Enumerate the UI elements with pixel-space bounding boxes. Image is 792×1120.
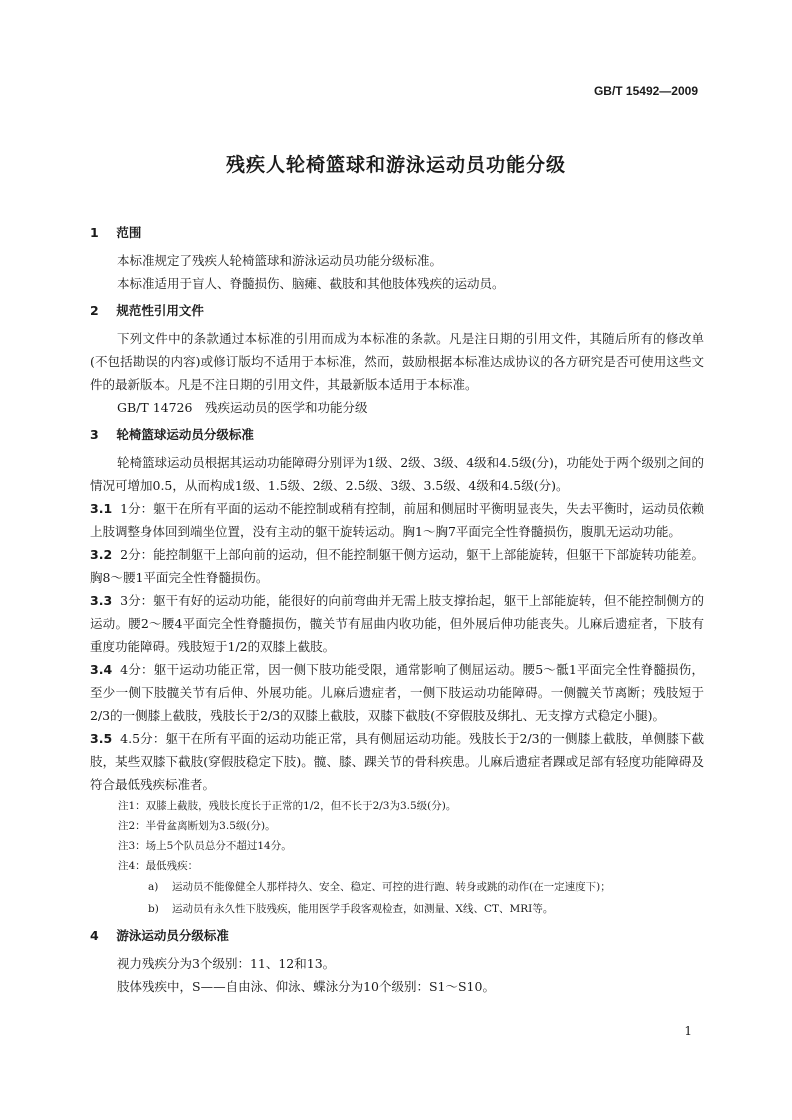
standard-code: GB/T 15492—2009 xyxy=(593,84,698,98)
document-title: 残疾人轮椅篮球和游泳运动员功能分级 xyxy=(225,154,566,176)
note-4: 注4：最低残疾： xyxy=(118,860,199,872)
clause-text: 1分：躯干在所有平面的运动不能控制或稍有控制，前屈和侧屈时平衡明显丧失，失去平衡时，运动员依赖上肢调整身体回到端坐位置，没有主动的躯干旋转运动。胸1～胸7平面完全性脊髓损伤，腹肌无运动功能。 xyxy=(90,501,704,539)
clause-3-4 xyxy=(90,658,704,727)
item-text: 运动员不能像健全人那样持久、安全、稳定、可控的进行跑、转身或跳的动作(在一定速度下)； xyxy=(172,881,611,893)
section-2-heading xyxy=(90,301,704,319)
section-title: 轮椅篮球运动员分级标准 xyxy=(116,427,254,442)
section-title: 游泳运动员分级标准 xyxy=(116,928,229,943)
clause-text: 2分：能控制躯干上部向前的运动，但不能控制躯干侧方运动，躯干上部能旋转，但躯干下部旋转功能差。胸8～腰1平面完全性脊髓损伤。 xyxy=(90,547,704,585)
section-3-heading xyxy=(90,425,704,443)
note-4-item-b xyxy=(148,898,704,920)
paragraph: 本标准适用于盲人、脊髓损伤、脑瘫、截肢和其他肢体残疾的运动员。 xyxy=(117,276,505,291)
clause-3-3 xyxy=(90,589,704,658)
normative-reference: GB/T 14726 残疾运动员的医学和功能分级 xyxy=(117,400,368,415)
section-title: 规范性引用文件 xyxy=(116,303,204,318)
section-4-heading xyxy=(90,926,704,944)
section-number: 4 xyxy=(90,928,99,943)
section-title: 范围 xyxy=(116,225,142,240)
note-2: 注2：半骨盆离断划为3.5级(分)。 xyxy=(118,820,276,832)
paragraph: 本标准规定了残疾人轮椅篮球和游泳运动员功能分级标准。 xyxy=(117,253,443,268)
note-4-item-a xyxy=(148,876,704,898)
clause-number: 3.1 xyxy=(90,501,113,516)
clause-3-5 xyxy=(90,727,704,796)
clause-text: 4分：躯干运动功能正常，因一侧下肢功能受限，通常影响了侧屈运动。腰5～骶1平面完全性脊髓损伤，至少一侧下肢髋关节有后伸、外展功能。儿麻后遗症者，一侧下肢运动功能障碍。一侧髋关节离断；残肢短于2/3的一侧膝上截肢，残肢长于2/3的双膝上截肢，双膝下截肢(不穿假肢及绑扎、无支撑方式稳定小腿)。 xyxy=(90,662,704,723)
section-number: 3 xyxy=(90,427,99,442)
paragraph: 视力残疾分为3个级别：11、12和13。 xyxy=(117,956,336,971)
document-body xyxy=(90,215,704,998)
clause-3-1 xyxy=(90,497,704,543)
paragraph: 轮椅篮球运动员根据其运动功能障碍分别评为1级、2级、3级、4级和4.5级(分)，功能处于两个级别之间的情况可增加0.5，从而构成1级、1.5级、2级、2.5级、3级、3.5级、4级和4.5级(分)。 xyxy=(90,455,704,493)
paragraph: 肢体残疾中，S——自由泳、仰泳、蝶泳分为10个级别：S1～S10。 xyxy=(117,979,495,994)
paragraph: 下列文件中的条款通过本标准的引用而成为本标准的条款。凡是注日期的引用文件，其随后所有的修改单(不包括勘误的内容)或修订版均不适用于本标准，然而，鼓励根据本标准达成协议的各方研究是否可使用这些文件的最新版本。凡是不注日期的引用文件，其最新版本适用于本标准。 xyxy=(90,331,704,392)
item-marker: a) xyxy=(148,881,159,893)
item-text: 运动员有永久性下肢残疾，能用医学手段客观检查，如测量、X线、CT、MRI等。 xyxy=(172,903,554,915)
section-number: 1 xyxy=(90,225,99,240)
clause-number: 3.3 xyxy=(90,593,113,608)
note-1: 注1：双膝上截肢，残肢长度长于正常的1/2，但不长于2/3为3.5级(分)。 xyxy=(118,800,457,812)
section-number: 2 xyxy=(90,303,99,318)
clause-text: 4.5分：躯干在所有平面的运动功能正常，具有侧屈运动功能。残肢长于2/3的一侧膝上截肢，单侧膝下截肢，某些双膝下截肢(穿假肢稳定下肢)。髋、膝、踝关节的骨科疾患。儿麻后遗症者踝或足部有轻度功能障碍及符合最低残疾标准者。 xyxy=(90,731,704,792)
clause-number: 3.5 xyxy=(90,731,113,746)
clause-3-2 xyxy=(90,543,704,589)
page-number: 1 xyxy=(684,1024,692,1038)
clause-text: 3分：躯干有好的运动功能，能很好的向前弯曲并无需上肢支撑抬起，躯干上部能旋转，但不能控制侧方的运动。腰2～腰4平面完全性脊髓损伤，髋关节有屈曲内收功能，但外展后伸功能丧失。儿麻后遗症者，下肢有重度功能障碍。残肢短于1/2的双膝上截肢。 xyxy=(90,593,704,654)
clause-number: 3.4 xyxy=(90,662,113,677)
item-marker: b) xyxy=(148,903,159,915)
note-3: 注3：场上5个队员总分不超过14分。 xyxy=(118,840,292,852)
clause-number: 3.2 xyxy=(90,547,113,562)
section-1-heading xyxy=(90,223,704,241)
